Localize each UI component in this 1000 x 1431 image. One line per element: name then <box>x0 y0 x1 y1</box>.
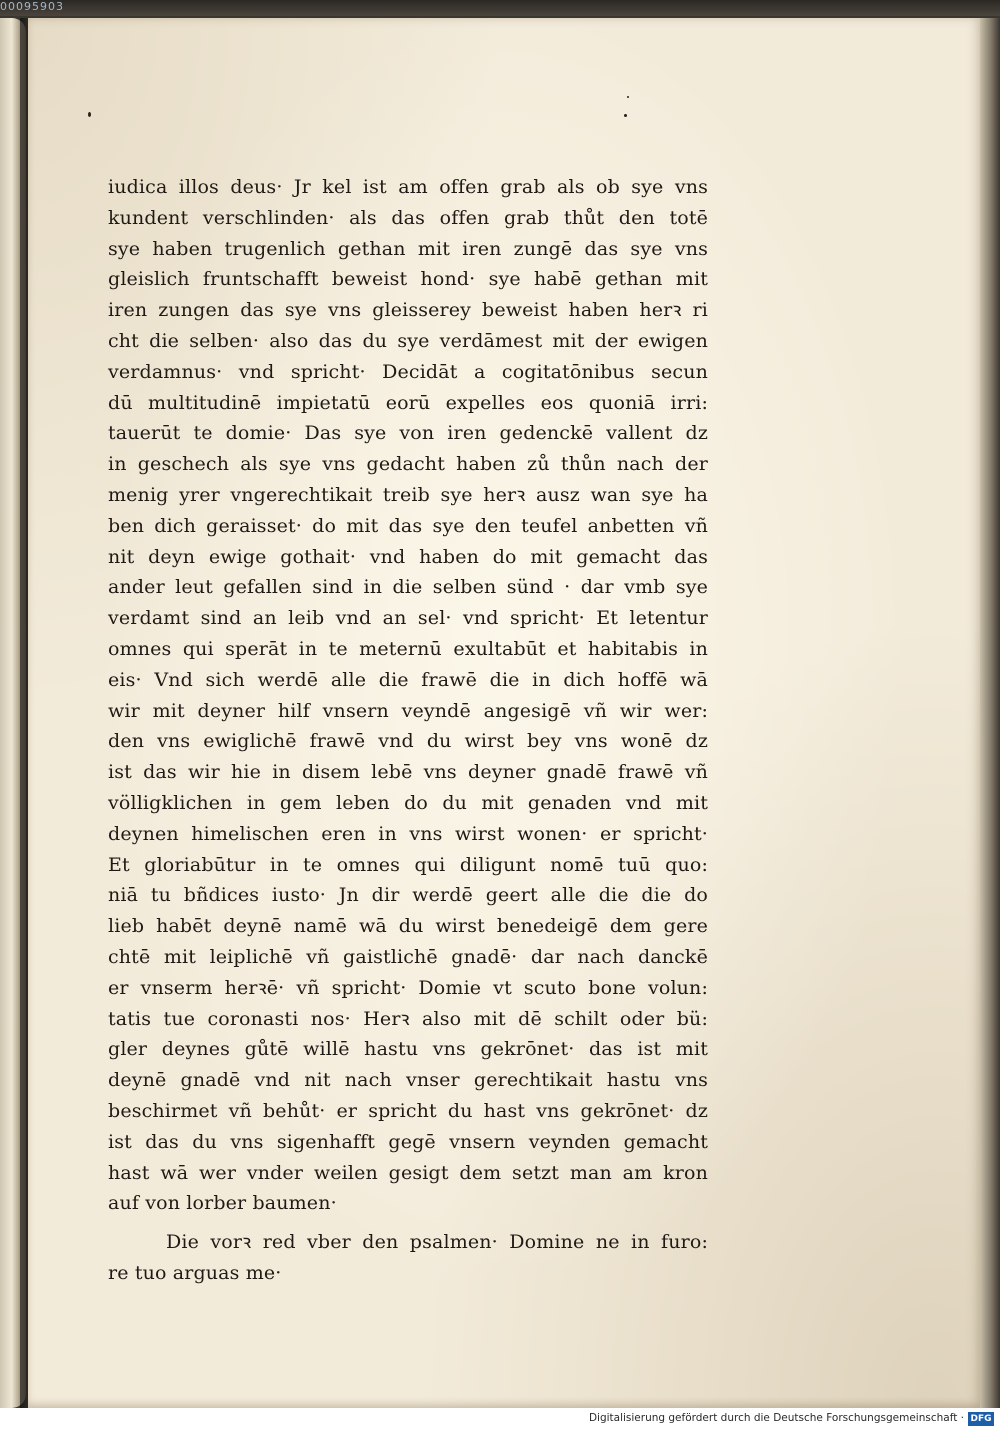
text-line: ist das wir hie in disem lebē vns deyner gnadē frawē vñ <box>108 761 708 784</box>
text-line: den vns ewiglichē frawē vnd du wirst bey vns wonē dz <box>108 730 708 753</box>
section-heading-line: Die vorꝛ red vber den psalmen· Domine ne in furo: <box>166 1231 708 1254</box>
text-line: deynē gnadē vnd nit nach vnser gerechtikait hastu vns <box>108 1069 708 1092</box>
section-heading-line: re tuo arguas me· <box>108 1261 282 1284</box>
text-line: tatis tue coronasti nos· Herꝛ also mit dē schilt oder bü: <box>108 1007 708 1030</box>
text-line: nit deyn ewige gothait· vnd haben do mit gemacht das <box>108 545 708 568</box>
text-line: kundent verschlinden· als das offen grab thůt den totē <box>108 206 708 229</box>
text-line: gleislich fruntschafft beweist hond· sye habē gethan mit <box>108 268 708 291</box>
text-line: omnes qui sperāt in te meternū exultabūt et habitabis in <box>108 637 708 660</box>
text-line: ben dich geraisset· do mit das sye den teufel anbetten vñ <box>108 514 708 537</box>
text-line: eis· Vnd sich werdē alle die frawē die in dich hoffē wā <box>108 668 708 691</box>
text-line: deynen himelischen eren in vns wirst wonen· er spricht· <box>108 822 708 845</box>
text-line: völligklichen in gem leben do du mit genaden vnd mit <box>108 791 708 814</box>
page-right-edge <box>980 18 1000 1408</box>
text-line: menig yrer vngerechtikait treib sye herꝛ ausz wan sye ha <box>108 483 708 506</box>
text-line: lieb habēt deynē namē wā du wirst benedeigē dem gere <box>108 915 708 938</box>
text-line: niā tu bñdices iusto· Jn dir werdē geert alle die die do <box>108 884 708 907</box>
text-line: tauerūt te domie· Das sye von iren gedenckē vallent dz <box>108 422 708 445</box>
digitization-footer <box>0 1408 1000 1431</box>
text-line: verdamt sind an leib vnd an sel· vnd spricht· Et letentur <box>108 607 708 630</box>
text-line: auf von lorber baumen· <box>108 1192 337 1215</box>
funding-credit: Digitalisierung gefördert durch die Deutsche Forschungsgemeinschaft · <box>588 1412 964 1424</box>
text-line: chtē mit leiplichē vñ gaistlichē gnadē· dar nach danckē <box>108 945 708 968</box>
text-line: cht die selben· also das du sye verdāmest mit der ewigen <box>108 329 708 352</box>
ink-speck <box>627 96 629 98</box>
text-line: gler deynes gůtē willē hastu vns gekrōnet· das ist mit <box>108 1038 708 1061</box>
text-line: in geschech als sye vns gedacht haben zů thůn nach der <box>108 453 708 476</box>
top-scan-border <box>0 0 1000 16</box>
dfg-logo: DFG <box>968 1412 994 1426</box>
ink-speck <box>624 114 627 117</box>
text-line: wir mit deyner hilf vnsern veyndē angesigē vñ wir wer: <box>108 699 708 722</box>
text-line: Et gloriabūtur in te omnes qui diligunt nomē tuū quo: <box>108 853 708 876</box>
ink-speck <box>88 112 91 117</box>
text-line: ist das du vns sigenhafft gegē vnsern veynden gemacht <box>108 1130 708 1153</box>
page-text-block <box>108 172 708 1289</box>
text-line: verdamnus· vnd spricht· Decidāt a cogitatōnibus secun <box>108 360 708 383</box>
text-line: ander leut gefallen sind in die selben sünd · dar vmb sye <box>108 576 708 599</box>
scan-id-label: 00095903 <box>0 0 64 13</box>
text-line: dū multitudinē impietatū eorū expelles eos quoniā irri: <box>108 391 708 414</box>
text-line: iudica illos deus· Jr kel ist am offen grab als ob sye vns <box>108 176 708 198</box>
text-line: beschirmet vñ behůt· er spricht du hast vns gekrōnet· dz <box>108 1099 708 1122</box>
text-line: sye haben trugenlich gethan mit iren zungē das sye vns <box>108 237 708 260</box>
text-line: er vnserm herꝛē· vñ spricht· Domie vt scuto bone volun: <box>108 976 708 999</box>
text-line: hast wā wer vnder weilen gesigt dem setzt man am kron <box>108 1161 708 1184</box>
text-line: iren zungen das sye vns gleisserey beweist haben herꝛ ri <box>108 299 708 322</box>
